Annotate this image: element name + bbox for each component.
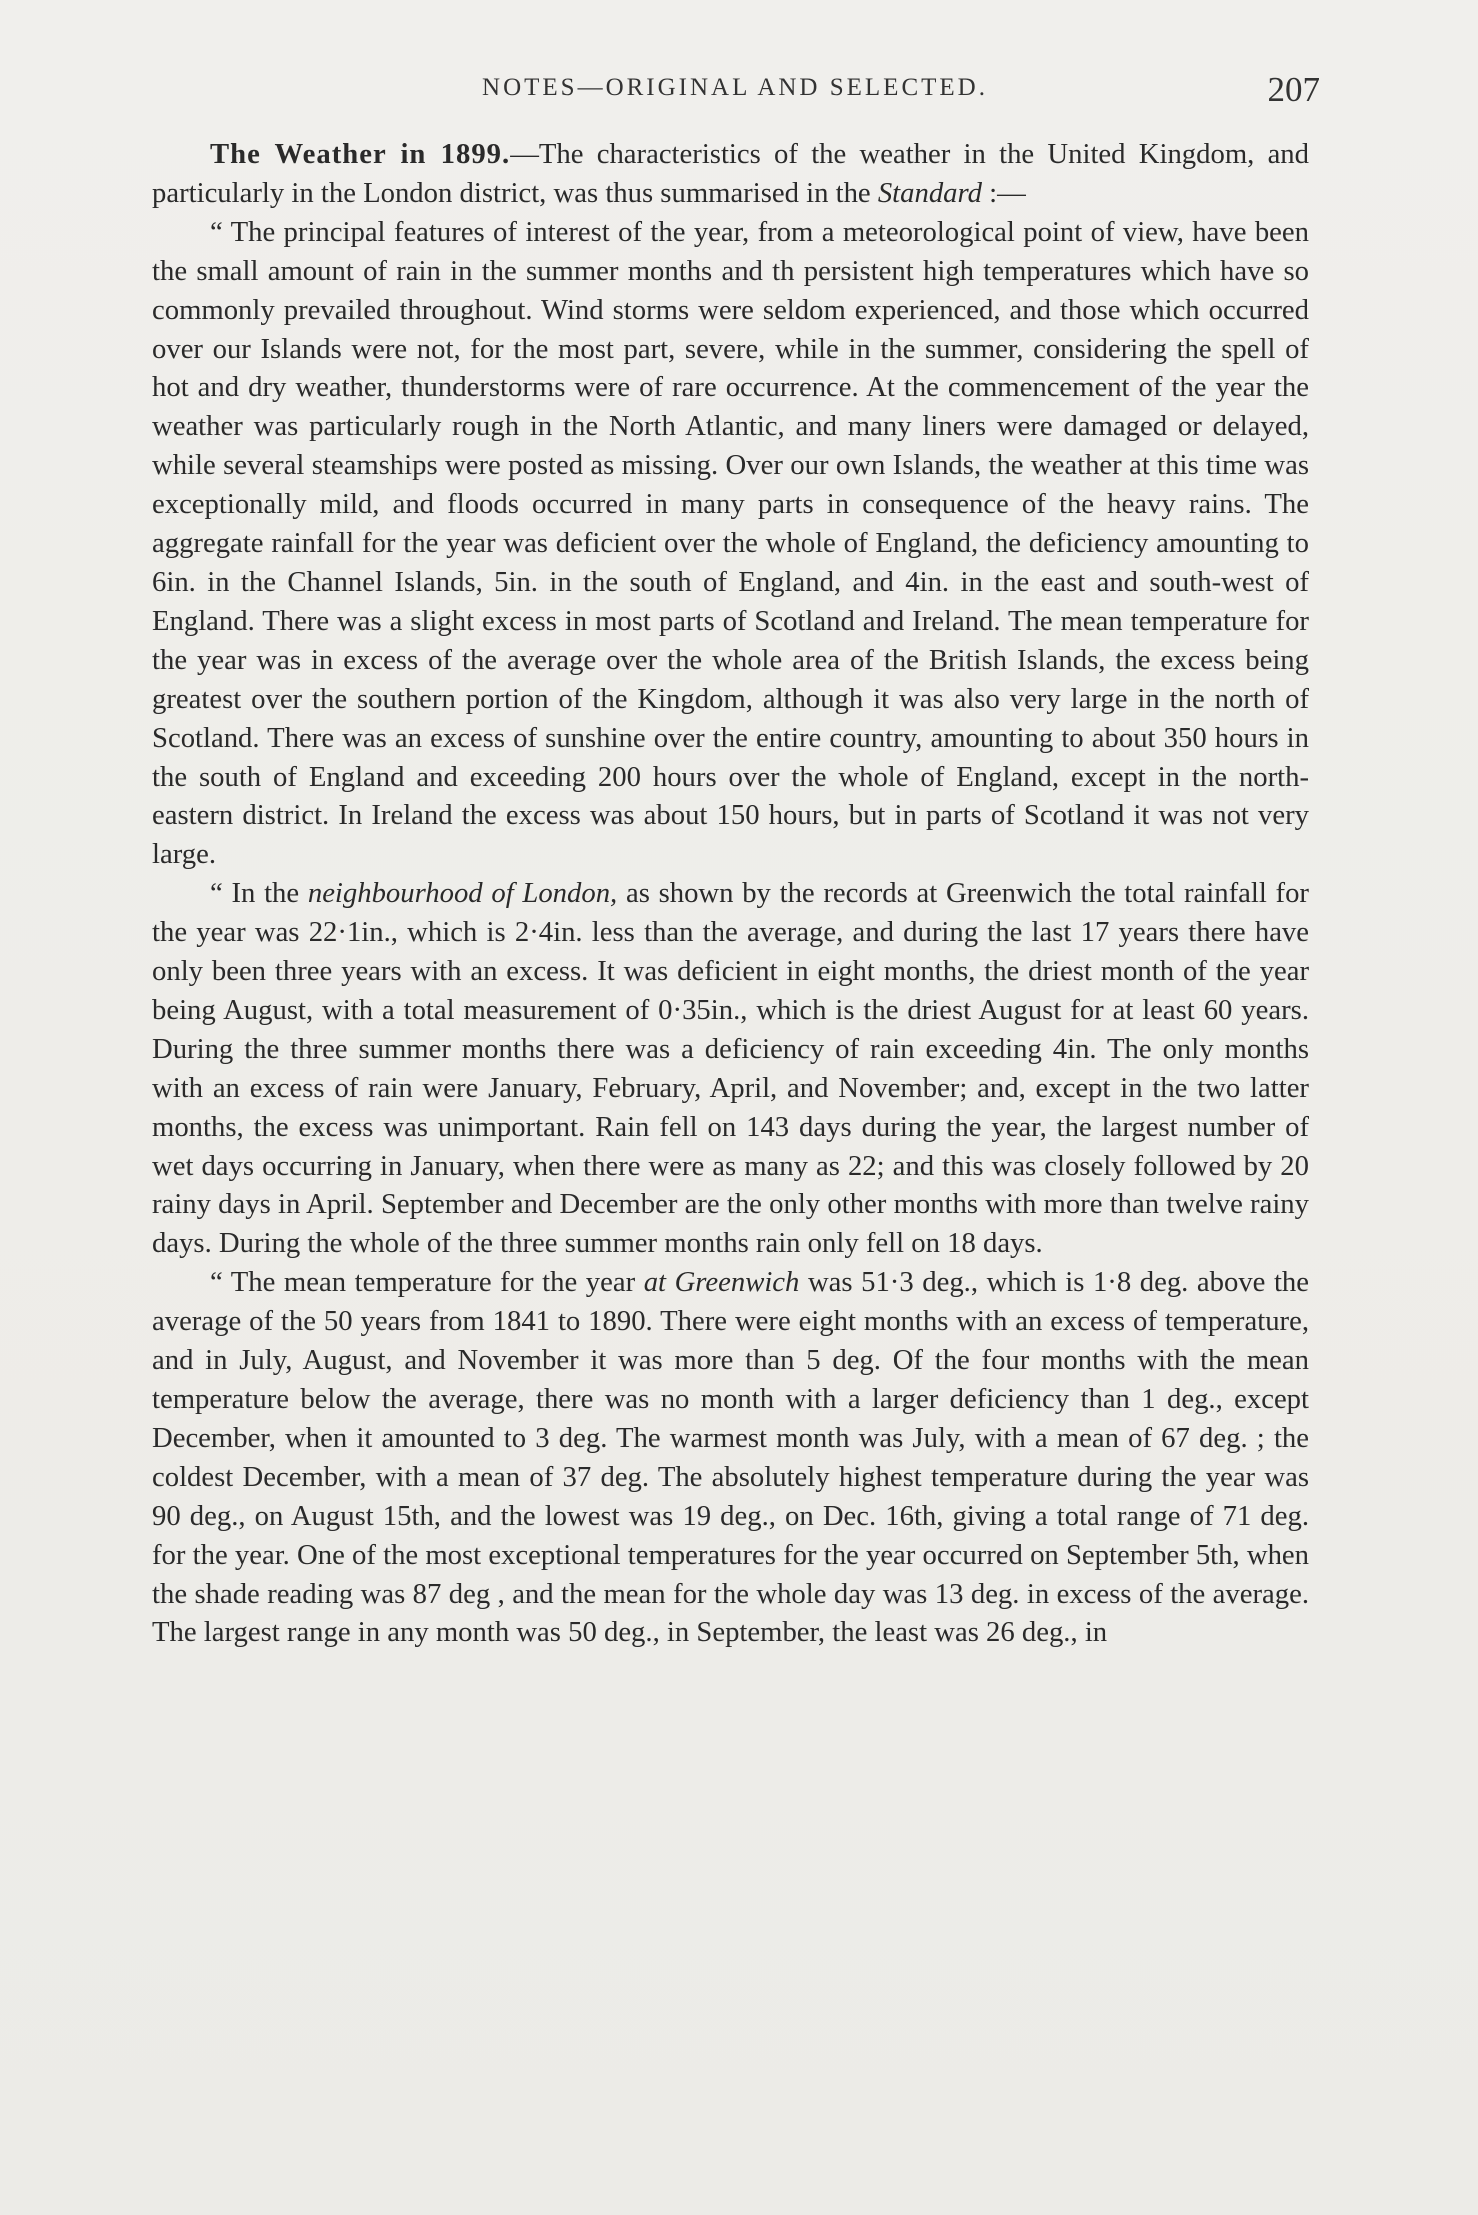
p2-italic: neighbourhood of London, [307,877,618,910]
source-name: Standard [877,176,982,209]
p2-lead: “ In the [210,877,308,910]
paragraph-london-rainfall [152,874,1309,1263]
intro-text: —The characteristics of the weather in the United Kingdom, and particularly in the London district, was thus summarised in the [152,138,1309,209]
page-header [150,70,1320,120]
p2-body: as shown by the records at Greenwich the total rainfall for the year was 22·1in., which is 2·4in. less than the average, and during the last 17 years there have only been three years with an excess. It was deficient in eight months, the driest month of the year being August, with a total measurement of 0·35in., which is the driest August for at least 60 years. During the three summer months there was a deficiency of rain exceeding 4in. The only months with an excess of rain were January, February, April, and November; and, except in the two latter months, the excess was unimportant. Rain fell on 143 days during the year, the largest number of wet days occurring in January, when there were as many as 22; and this was closely followed by 20 rainy days in April. September and December are the only other months with more than twelve rainy days. During the whole of the three summer months rain only fell on 18 days. [152,877,1309,1260]
p3-italic: at Greenwich [643,1266,800,1299]
paragraph-general: “ The principal features of interest of the year, from a meteorological point of view, have been the small amount of rain in the summer months and th persistent high temperatures which have so commonly prevailed throughout. Wind storms were seldom experienced, and those which occurred over our Islands were not, for the most part, severe, while in the summer, considering the spell of hot and dry weather, thunderstorms were of rare occurrence. At the commencement of the year the weather was particularly rough in the North Atlantic, and many liners were damaged or delayed, while several steamships were posted as missing. Over our own Islands, the weather at this time was exceptionally mild, and floods occurred in many parts in consequence of the heavy rains. The aggregate rainfall for the year was deficient over the whole of England, the deficiency amounting to 6in. in the Channel Islands, 5in. in the south of England, and 4in. in the east and south-west of England. There was a slight excess in most parts of Scotland and Ireland. The mean temperature for the year was in excess of the average over the whole area of the British Islands, the excess being greatest over the southern portion of the Kingdom, although it was also very large in the north of Scotland. There was an excess of sunshine over the entire country, amounting to about 350 hours in the south of England and exceeding 200 hours over the whole of England, except in the north-eastern district. In Ireland the excess was about 150 hours, but in parts of Scotland it was not very large. [152,215,1309,871]
paragraph-greenwich-temperature [152,1263,1309,1652]
source-suffix: :— [981,176,1026,209]
page-number: 207 [1267,70,1320,109]
intro-paragraph [152,135,1309,213]
article-title: The Weather in 1899. [210,138,511,170]
running-head: NOTES—ORIGINAL AND SELECTED. [482,74,988,101]
p3-lead: “ The mean temperature for the year [210,1266,644,1299]
article-body [152,135,1309,2095]
p3-body: was 51·3 deg., which is 1·8 deg. above the average of the 50 years from 1841 to 1890. There were eight months with an excess of temperature, and in July, August, and November it was more than 5 deg. Of the four months with the mean temperature below the average, there was no month with a larger deficiency than 1 deg., except December, when it amounted to 3 deg. The warmest month was July, with a mean of 67 deg. ; the coldest December, with a mean of 37 deg. The absolutely highest temperature during the year was 90 deg., on August 15th, and the lowest was 19 deg., on Dec. 16th, giving a total range of 71 deg. for the year. One of the most exceptional temperatures for the year occurred on September 5th, when the shade reading was 87 deg , and the mean for the whole day was 13 deg. in excess of the average. The largest range in any month was 50 deg., in September, the least was 26 deg., in [152,1266,1309,1649]
